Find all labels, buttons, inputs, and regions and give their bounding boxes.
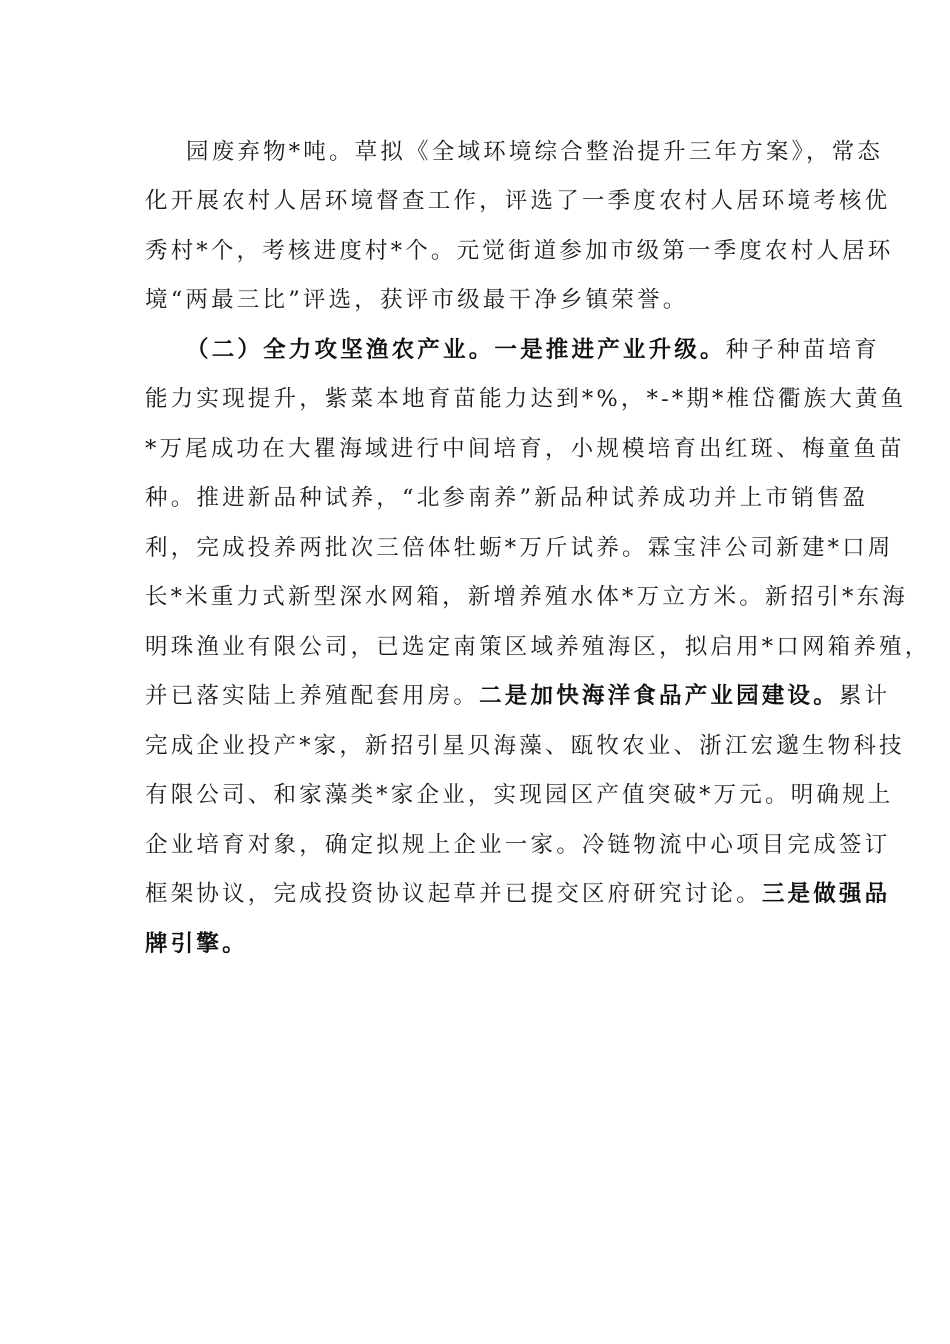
paragraph-2-line-8	[145, 676, 890, 716]
subsection-2-title: 二是加快海洋食品产业园建设。	[479, 683, 839, 709]
paragraph-2-line-5: 利，完成投养两批次三倍体牡蛎*万斤试养。霖宝沣公司新建*口周	[145, 535, 894, 561]
paragraph-2-line-10: 有限公司、和家藻类*家企业，实现园区产值突破*万元。明确规上	[145, 782, 894, 808]
paragraph-2-line-13	[145, 924, 248, 964]
subsection-3-title-part-1: 三是做强品	[761, 881, 891, 907]
paragraph-1-line-4: 境“两最三比”评选，获评市级最干净乡镇荣誉。	[145, 287, 689, 313]
paragraph-2-line-4: 种。推进新品种试养，“北参南养”新品种试养成功并上市销售盈	[145, 485, 869, 511]
paragraph-1-line-3: 秀村*个，考核进度村*个。元觉街道参加市级第一季度农村人居环	[145, 238, 894, 264]
paragraph-1-line-2: 化开展农村人居环境督查工作，评选了一季度农村人居环境考核优	[145, 188, 891, 214]
subsection-1-title: 一是推进产业升级。	[494, 337, 726, 363]
paragraph-2-line-3: *万尾成功在大瞿海域进行中间培育，小规模培育出红斑、梅童鱼苗	[145, 436, 905, 462]
paragraph-2-line-7: 明珠渔业有限公司，已选定南策区域养殖海区，拟启用*口网箱养殖，	[145, 634, 931, 660]
paragraph-2-line-2: 能力实现提升，紫菜本地育苗能力达到*%，*-*期*椎岱衢族大黄鱼	[145, 386, 907, 412]
paragraph-2-line-1-text: 种子种苗培育	[725, 337, 880, 363]
paragraph-2-line-12-text: 框架协议，完成投资协议起草并已提交区府研究讨论。	[145, 881, 762, 907]
paragraph-2-line-8-text: 并已落实陆上养殖配套用房。	[145, 683, 480, 709]
paragraph-2-line-12	[145, 874, 890, 914]
paragraph-2-line-8-rest: 累计	[838, 683, 891, 709]
section-heading: （二）全力攻坚渔农产业。	[186, 337, 495, 363]
paragraph-1-line-1: 园废弃物*吨。草拟《全域环境综合整治提升三年方案》，常态	[186, 139, 884, 165]
paragraph-2-line-1	[186, 330, 880, 370]
paragraph-2-line-11: 企业培育对象，确定拟规上企业一家。冷链物流中心项目完成签订	[145, 832, 891, 858]
paragraph-2-line-6: 长*米重力式新型深水网箱，新增养殖水体*万立方米。新招引*东海	[145, 584, 908, 610]
subsection-3-title-part-2: 牌引擎。	[145, 931, 248, 957]
paragraph-2-line-9: 完成企业投产*家，新招引星贝海藻、瓯牧农业、浙江宏邈生物科技	[145, 733, 905, 759]
